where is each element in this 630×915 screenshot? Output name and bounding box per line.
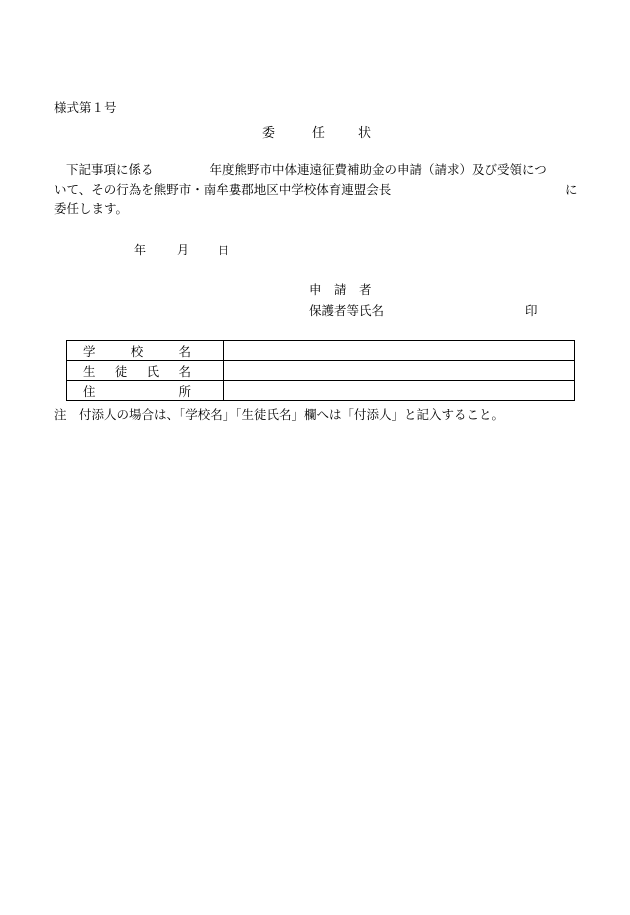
address-label	[67, 381, 224, 401]
school-name-field[interactable]	[224, 341, 575, 361]
guardian-name-label: 保護者等氏名	[309, 303, 385, 318]
table-row-school	[67, 341, 575, 361]
title-char: 任	[312, 126, 326, 141]
label-char: 生	[83, 363, 96, 379]
date-month: 月	[177, 243, 190, 257]
table-row-student	[67, 361, 575, 381]
label-char: 学	[83, 343, 96, 359]
label-char: 氏	[146, 363, 160, 379]
body-line-2	[54, 181, 391, 199]
student-name-label	[67, 361, 224, 381]
school-name-label	[67, 341, 224, 361]
label-char: 名	[178, 363, 191, 379]
address-field[interactable]	[224, 381, 575, 401]
title-char: 状	[358, 126, 372, 141]
label-char: 名	[178, 343, 191, 359]
body-line-1-suffix: 年度熊野市中体連遠征費補助金の申請（請求）及び受領につ	[209, 162, 547, 177]
form-number: 様式第１号	[54, 100, 117, 115]
applicant-label: 申 請 者	[309, 282, 372, 297]
label-char: 住	[83, 383, 96, 399]
body-line-3: 委任します。	[54, 201, 129, 216]
label-char: 校	[130, 343, 144, 359]
body-line-1	[66, 161, 547, 179]
table-row-address	[67, 381, 575, 401]
student-name-field[interactable]	[224, 361, 575, 381]
seal-mark: 印	[525, 303, 538, 318]
label-char: 所	[178, 383, 191, 399]
date-year: 年	[134, 243, 147, 257]
body-line-2-main: いて、その行為を熊野市・南牟婁郡地区中学校体育連盟会長	[54, 182, 392, 197]
title-char: 委	[262, 126, 276, 141]
note-text: 注 付添人の場合は、「学校名」「生徒氏名」欄へは「付添人」と記入すること。	[54, 407, 505, 422]
date-day: 日	[218, 244, 229, 257]
body-line-2-end: に	[565, 182, 578, 197]
label-char: 徒	[114, 363, 128, 379]
body-line-1-prefix: 下記事項に係る	[66, 162, 154, 177]
info-table	[66, 340, 575, 401]
